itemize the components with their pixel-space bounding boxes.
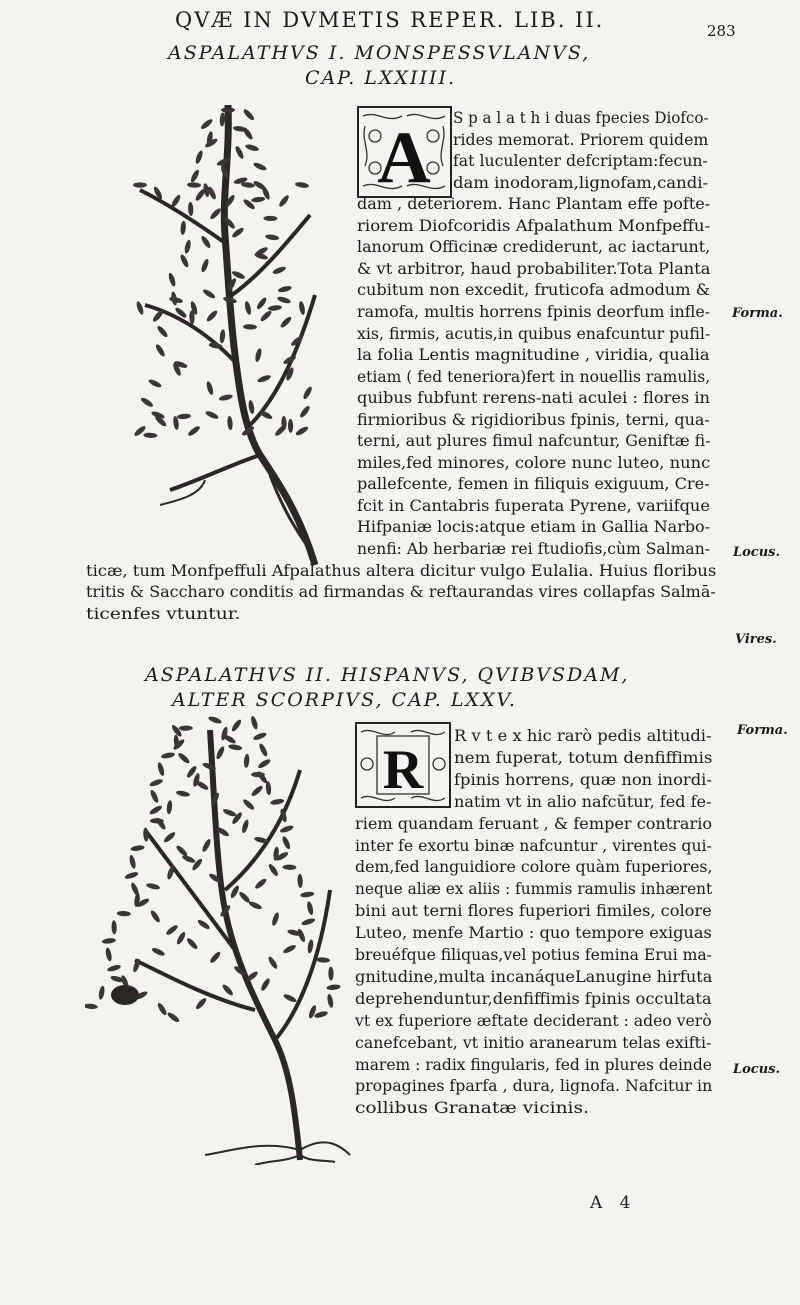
margin-note-vires: Vires. [735,632,777,647]
leaf-mark [177,413,191,419]
margin-note-forma: Forma. [732,306,783,321]
leaf-mark [279,315,293,329]
leaf-mark [242,126,254,140]
running-head: QVÆ IN DVMETIS REPER. LIB. II. [175,8,605,32]
leaf-mark [130,845,145,852]
leaf-mark [117,911,131,917]
leaf-mark [251,196,266,203]
leaf-mark [124,871,139,880]
leaf-mark [200,235,212,250]
leaf-mark [278,194,291,208]
leaf-mark [306,901,314,916]
leaf-mark [194,188,206,202]
leaf-mark [202,288,217,300]
leaf-mark [143,827,149,841]
leaf-mark [316,957,330,963]
leaf-mark [186,937,199,951]
text-line: natim vt in alio nafcũtur, fed fe- [454,791,712,811]
leaf-mark [148,378,163,389]
text-line: Hifpaniæ locis:atque etiam in Gallia Narbo- [357,517,711,537]
leaf-mark [300,891,315,898]
leaf-mark [157,762,166,777]
leaf-mark [267,863,279,877]
text-line: riem quandam feruant , & femper contrario [355,813,713,833]
leaf-mark [209,207,222,221]
leaf-mark [149,778,164,788]
leaf-mark [215,745,226,760]
leaf-mark [295,425,310,437]
leaf-mark [175,931,187,946]
text-line: vt ex fuperiore æftate deciderant : adeo verò [355,1010,712,1030]
leaf-mark [167,272,176,287]
leaf-mark [156,325,169,339]
leaf-mark [165,924,179,937]
leaf-mark [180,221,186,235]
leaf-mark [238,890,252,904]
leaf-mark [326,994,334,1009]
text-line: dam , deteriorem. Hanc Plantam effe pofte- [357,194,711,214]
leaf-mark [248,400,255,415]
leaf-mark [151,947,166,958]
leaf-mark [250,715,259,730]
leaf-mark [254,348,262,363]
text-line: S p a l a t h i duas fpecies Diofco- [453,108,709,127]
leaf-mark [244,301,252,316]
leaf-mark [189,169,200,184]
leaf-mark [302,385,314,400]
leaf-mark [219,329,226,343]
text-line: quibus fubfunt rerens-nati aculei : flores in [357,388,710,408]
leaf-mark [253,161,268,171]
leaf-mark [307,939,314,954]
text-line: etiam ( fed teneriora)fert in nouellis ramulis, [357,366,711,386]
leaf-mark [161,752,176,760]
leaf-mark [149,909,161,924]
leaf-mark [155,816,167,830]
text-line: dem,fed languidiore colore quàm fuperiores, [355,857,713,877]
text-line: gnitudine,multa incanáqueLanugine hirfuta [355,966,713,986]
text-line: miles,fed minores, colore nunc luteo, nunc [357,452,711,472]
margin-note-locus: Locus. [733,1062,781,1077]
leaf-mark [252,731,267,741]
leaf-mark [102,937,117,944]
leaf-mark [194,997,207,1011]
leaf-mark [107,964,122,973]
text-line: marem : radix fingularis, fed in plures deinde [355,1054,712,1074]
leaf-mark [267,955,279,970]
leaf-mark [188,202,194,216]
leaf-mark [175,844,189,857]
leaf-mark [195,780,210,792]
leaf-mark [205,381,214,396]
plant-illustration-aspalathus-1 [110,95,350,570]
leaf-mark [177,752,191,765]
leaf-mark [288,419,293,433]
leaf-mark [265,781,271,795]
text-line: terni, aut plures fimul nafcuntur, Geniftæ fi- [357,431,711,451]
leaf-mark [299,405,312,419]
leaf-mark [200,118,214,131]
leaf-mark [259,309,273,322]
leaf-mark [270,798,285,806]
leaf-mark [128,854,136,869]
text-line: & vt arbitror, haud probabiliter.Tota Planta [357,258,711,278]
leaf-mark [277,295,292,304]
leaf-mark [209,950,222,964]
leaf-mark [166,1011,180,1024]
leaf-mark [281,835,292,850]
text-line: propagines fparfa , dura, lignofa. Nafcitur in [355,1076,713,1096]
leaf-mark [194,150,204,165]
text-line: deprehenduntur,denfiffimis fpinis occultata [355,988,712,1008]
text-line: fat luculenter defcriptam:fecun- [453,151,708,171]
leaf-mark [298,301,306,316]
leaf-mark [85,1003,98,1009]
text-line: nenfi: Ab herbariæ rei ftudiofis,cùm Salman- [357,539,711,558]
text-line: fcit in Cantabris fuperata Pyrene, variifque [357,495,710,515]
leaf-mark [242,108,255,122]
leaf-mark [133,182,147,187]
leaf-mark [243,754,249,768]
text-line: firmioribus & rigidioribus fpinis, terni, qua- [357,409,710,429]
leaf-mark [111,920,117,934]
leaf-mark [154,343,166,358]
leaf-mark [132,958,142,973]
text-line: breuéfque filiquas,vel potius femina Erui ma- [355,945,712,964]
leaf-mark [200,258,210,273]
leaf-mark [260,977,272,992]
text-line: ticæ, tum Monfpeffuli Afpalathus altera dicitur vulgo Eulalia. Huius floribus [86,560,717,580]
leaf-mark [277,285,292,293]
leaf-mark [326,984,340,991]
text-line: ramofa, multis horrens fpinis deorfum infle- [357,301,711,321]
plant-illustration-aspalathus-2 [85,710,355,1165]
leaf-mark [221,107,235,112]
leaf-mark [143,432,157,438]
leaf-mark [301,917,316,926]
leaf-mark [156,1002,168,1017]
text-line: riorem Diofcoridis Afpalathum Monfpeffu- [357,215,711,235]
leaf-mark [205,309,218,323]
text-line: xis, firmis, acutis,in quibus enafcuntur pufil- [357,323,711,343]
leaf-mark [197,918,211,930]
leaf-mark [135,301,145,316]
leaf-mark [219,112,225,126]
chapter-title-line: ALTER SCORPIVS, CAP. LXXV. [172,689,517,711]
text-line: R v t e x hic rarò pedis altitudi- [454,726,712,745]
leaf-mark [230,718,242,732]
leaf-mark [205,410,220,420]
leaf-mark [187,425,201,438]
chapter-title-line: ASPALATHVS II. HISPANVS, QVIBVSDAM, [145,664,630,686]
text-line: ticenfes vtuntur. [86,603,241,623]
leaf-mark [179,725,193,730]
leaf-mark [166,800,173,814]
text-line: rides memorat. Priorem quidem [453,129,709,149]
page-number: 283 [707,22,736,40]
leaf-mark [181,854,196,864]
signature-mark: A 4 [590,1193,637,1213]
leaf-mark [283,993,298,1004]
margin-note-forma: Forma. [737,723,788,738]
leaf-mark [208,715,223,725]
leaf-mark [250,784,264,797]
leaf-mark [228,743,243,751]
leaf-mark [265,234,280,241]
leaf-mark [328,967,333,981]
leaf-mark [282,944,297,955]
leaf-mark [241,819,250,834]
leaf-mark [221,983,234,997]
decorated-initial-a [357,106,452,198]
leaf-mark [234,145,245,160]
leaf-mark [243,324,257,330]
leaf-mark [227,416,233,430]
leaf-mark [218,393,233,401]
leaf-mark [263,216,277,221]
chapter-title-line: ASPALATHVS I. MONSPESSVLANVS, [168,42,591,64]
text-line: dam inodoram,lignofam,candi- [453,172,709,192]
text-line: pallefcente, femen in filiquis exiguum, Cre- [357,474,710,494]
leaf-mark [146,882,161,890]
leaf-mark [187,182,201,188]
leaf-mark [170,194,182,209]
leaf-mark [105,947,113,962]
leaf-mark [98,985,106,1000]
decorated-initial-r [355,722,451,808]
svg-text:R: R [382,739,424,801]
leaf-mark [314,1010,329,1019]
text-line: cubitum non excedit, fruticofa admodum & [357,280,711,300]
leaf-mark [248,900,263,910]
leaf-mark [272,265,287,275]
leaf-mark [297,874,303,888]
text-line: bini aut terni flores fuperiori fimiles, colore [355,901,712,921]
text-line: lanorum Officinæ crediderunt, ac iactarunt, [357,237,711,257]
leaf-mark [257,758,272,770]
leaf-mark [163,831,177,844]
leaf-mark [271,912,280,927]
chapter-number: CAP. LXXIIII. [305,67,457,89]
text-line: inter fe exortu binæ nafcuntur , virentes qui- [355,835,712,855]
text-line: canefcebant, vt initio aranearum telas exifti- [355,1032,712,1052]
text-line: neque aliæ ex aliis : fummis ramulis inhærent [355,879,713,899]
leaf-mark [222,808,237,818]
text-line: fpinis horrens, quæ non inordi- [454,769,712,789]
leaf-mark [201,838,212,853]
text-line: la folia Lentis magnitudine , viridia, qualia [357,345,710,365]
svg-text:A: A [377,117,431,198]
text-line: nem fuperat, totum denfiffimis [454,747,713,767]
leaf-mark [279,824,294,834]
leaf-mark [179,253,190,268]
leaf-mark [282,864,296,870]
margin-note-locus: Locus. [733,545,781,560]
leaf-mark [140,396,155,408]
leaf-mark [148,804,163,816]
text-line: Luteo, menfe Martio : quo tempore exiguas [355,923,712,943]
leaf-mark [295,181,310,188]
leaf-mark [149,789,160,804]
leaf-mark [176,790,191,798]
leaf-mark [254,877,268,890]
leaf-mark [268,305,282,312]
leaf-mark [257,374,272,384]
text-line: tritis & Saccharo conditis ad firmandas & reftaurandas vires collapfas Salmā- [86,582,716,602]
leaf-mark [184,239,192,254]
text-line: collibus Granatæ vicinis. [355,1098,589,1118]
leaf-mark [242,798,256,811]
leaf-mark [245,143,260,152]
leaf-mark [255,296,268,310]
leaf-mark [258,743,269,758]
leaf-mark [231,270,246,281]
